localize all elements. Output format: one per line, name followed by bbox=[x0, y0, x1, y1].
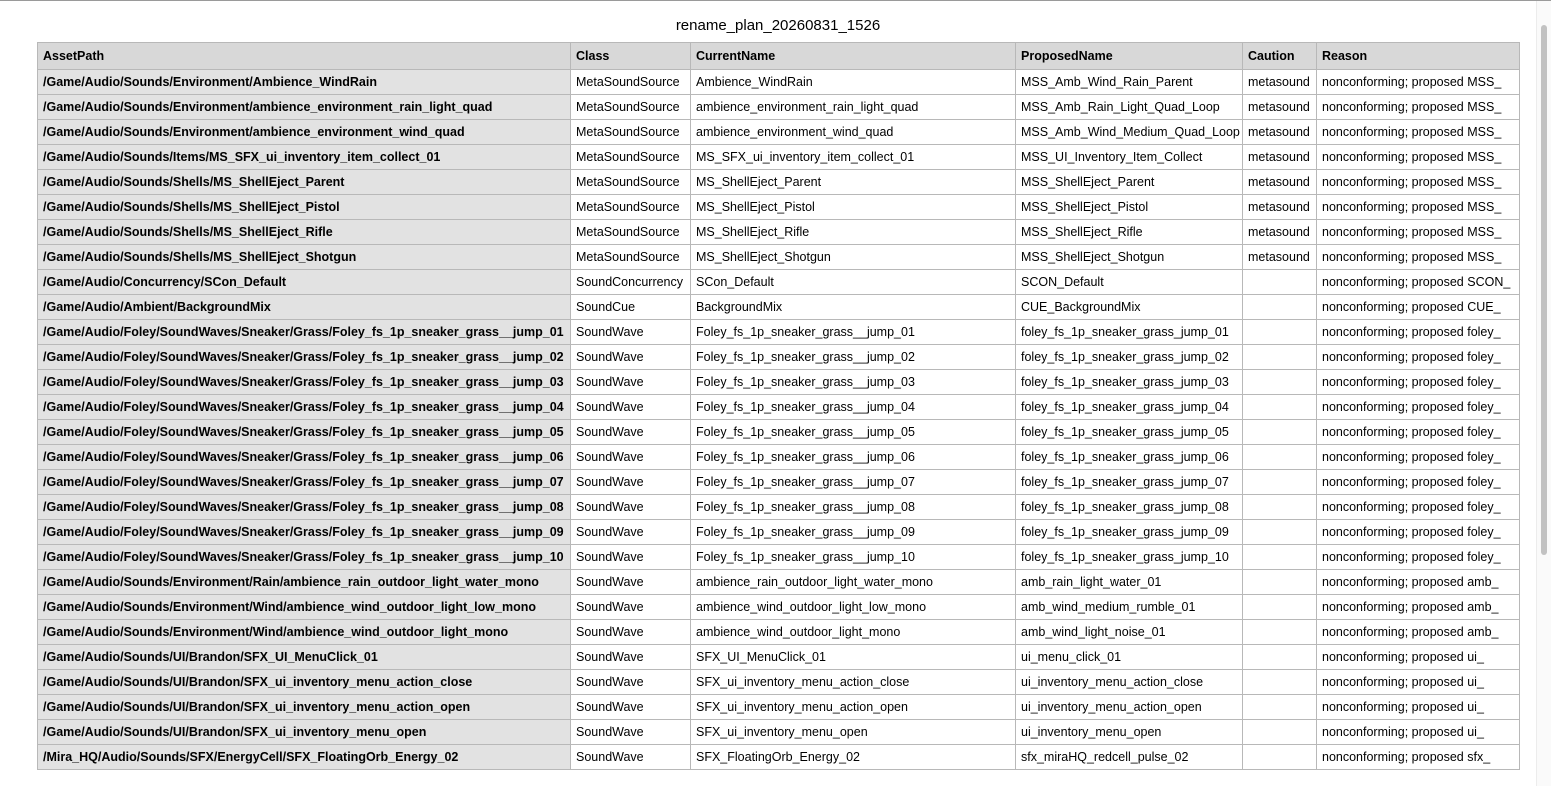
class-cell[interactable]: SoundWave bbox=[571, 545, 691, 570]
document-title: rename_plan_20260831_1526 bbox=[675, 17, 881, 34]
caution-cell[interactable] bbox=[1243, 670, 1317, 695]
reason-cell[interactable]: nonconforming; proposed MSS_ bbox=[1317, 120, 1520, 145]
reason-cell[interactable]: nonconforming; proposed ui_ bbox=[1317, 720, 1520, 745]
proposedname-cell[interactable]: amb_wind_medium_rumble_01 bbox=[1016, 595, 1243, 620]
proposedname-cell[interactable]: amb_wind_light_noise_01 bbox=[1016, 620, 1243, 645]
table-row[interactable] bbox=[38, 695, 1520, 720]
class-cell[interactable]: SoundWave bbox=[571, 345, 691, 370]
reason-cell[interactable]: nonconforming; proposed ui_ bbox=[1317, 670, 1520, 695]
reason-cell[interactable]: nonconforming; proposed ui_ bbox=[1317, 645, 1520, 670]
reason-cell[interactable]: nonconforming; proposed MSS_ bbox=[1317, 220, 1520, 245]
caution-cell[interactable] bbox=[1243, 470, 1317, 495]
caution-cell[interactable] bbox=[1243, 695, 1317, 720]
table-row[interactable] bbox=[38, 720, 1520, 745]
currentname-cell[interactable]: SCon_Default bbox=[691, 270, 1016, 295]
assetpath-cell[interactable]: /Game/Audio/Sounds/Shells/MS_ShellEject_Parent bbox=[38, 170, 571, 195]
class-cell[interactable]: SoundWave bbox=[571, 595, 691, 620]
class-cell[interactable]: MetaSoundSource bbox=[571, 120, 691, 145]
proposedname-cell[interactable]: foley_fs_1p_sneaker_grass_jump_03 bbox=[1016, 370, 1243, 395]
caution-cell[interactable] bbox=[1243, 395, 1317, 420]
caution-cell[interactable]: metasound bbox=[1243, 120, 1317, 145]
currentname-cell[interactable]: Foley_fs_1p_sneaker_grass__jump_10 bbox=[691, 545, 1016, 570]
class-cell[interactable]: MetaSoundSource bbox=[571, 95, 691, 120]
class-cell[interactable]: SoundCue bbox=[571, 295, 691, 320]
proposedname-cell[interactable]: MSS_ShellEject_Shotgun bbox=[1016, 245, 1243, 270]
class-cell[interactable]: MetaSoundSource bbox=[571, 170, 691, 195]
proposedname-cell[interactable]: foley_fs_1p_sneaker_grass_jump_09 bbox=[1016, 520, 1243, 545]
assetpath-cell[interactable]: /Game/Audio/Sounds/UI/Brandon/SFX_ui_inventory_menu_action_close bbox=[38, 670, 571, 695]
table-row[interactable] bbox=[38, 595, 1520, 620]
table-row[interactable] bbox=[38, 270, 1520, 295]
assetpath-cell[interactable]: /Game/Audio/Sounds/Environment/Wind/ambience_wind_outdoor_light_low_mono bbox=[38, 595, 571, 620]
proposedname-cell[interactable]: ui_menu_click_01 bbox=[1016, 645, 1243, 670]
currentname-cell[interactable]: Foley_fs_1p_sneaker_grass__jump_09 bbox=[691, 520, 1016, 545]
proposedname-cell[interactable]: foley_fs_1p_sneaker_grass_jump_02 bbox=[1016, 345, 1243, 370]
reason-cell[interactable]: nonconforming; proposed MSS_ bbox=[1317, 95, 1520, 120]
assetpath-cell[interactable]: /Game/Audio/Sounds/UI/Brandon/SFX_ui_inventory_menu_open bbox=[38, 720, 571, 745]
table-row[interactable] bbox=[38, 745, 1520, 770]
assetpath-cell[interactable]: /Mira_HQ/Audio/Sounds/SFX/EnergyCell/SFX_FloatingOrb_Energy_02 bbox=[38, 745, 571, 770]
class-cell[interactable]: SoundWave bbox=[571, 570, 691, 595]
column-header-reason[interactable]: Reason bbox=[1317, 43, 1520, 70]
reason-cell[interactable]: nonconforming; proposed foley_ bbox=[1317, 345, 1520, 370]
class-cell[interactable]: SoundWave bbox=[571, 320, 691, 345]
table-body bbox=[38, 70, 1520, 770]
currentname-cell[interactable]: Foley_fs_1p_sneaker_grass__jump_05 bbox=[691, 420, 1016, 445]
currentname-cell[interactable]: SFX_ui_inventory_menu_open bbox=[691, 720, 1016, 745]
assetpath-cell[interactable]: /Game/Audio/Sounds/Shells/MS_ShellEject_Shotgun bbox=[38, 245, 571, 270]
assetpath-cell[interactable]: /Game/Audio/Sounds/Shells/MS_ShellEject_Rifle bbox=[38, 220, 571, 245]
reason-cell[interactable]: nonconforming; proposed foley_ bbox=[1317, 470, 1520, 495]
caution-cell[interactable] bbox=[1243, 745, 1317, 770]
reason-cell[interactable]: nonconforming; proposed MSS_ bbox=[1317, 170, 1520, 195]
reason-cell[interactable]: nonconforming; proposed amb_ bbox=[1317, 570, 1520, 595]
caution-cell[interactable]: metasound bbox=[1243, 245, 1317, 270]
currentname-cell[interactable]: Foley_fs_1p_sneaker_grass__jump_07 bbox=[691, 470, 1016, 495]
column-header-currentname[interactable]: CurrentName bbox=[691, 43, 1016, 70]
proposedname-cell[interactable]: MSS_Amb_Rain_Light_Quad_Loop bbox=[1016, 95, 1243, 120]
caution-cell[interactable] bbox=[1243, 570, 1317, 595]
assetpath-cell[interactable]: /Game/Audio/Foley/SoundWaves/Sneaker/Grass/Foley_fs_1p_sneaker_grass__jump_07 bbox=[38, 470, 571, 495]
caution-cell[interactable] bbox=[1243, 345, 1317, 370]
assetpath-cell[interactable]: /Game/Audio/Foley/SoundWaves/Sneaker/Grass/Foley_fs_1p_sneaker_grass__jump_05 bbox=[38, 420, 571, 445]
assetpath-cell[interactable]: /Game/Audio/Sounds/Environment/Wind/ambience_wind_outdoor_light_mono bbox=[38, 620, 571, 645]
proposedname-cell[interactable]: MSS_ShellEject_Parent bbox=[1016, 170, 1243, 195]
caution-cell[interactable] bbox=[1243, 620, 1317, 645]
class-cell[interactable]: SoundWave bbox=[571, 620, 691, 645]
caution-cell[interactable] bbox=[1243, 370, 1317, 395]
reason-cell[interactable]: nonconforming; proposed foley_ bbox=[1317, 520, 1520, 545]
assetpath-cell[interactable]: /Game/Audio/Foley/SoundWaves/Sneaker/Grass/Foley_fs_1p_sneaker_grass__jump_06 bbox=[38, 445, 571, 470]
currentname-cell[interactable]: Foley_fs_1p_sneaker_grass__jump_04 bbox=[691, 395, 1016, 420]
currentname-cell[interactable]: ambience_environment_rain_light_quad bbox=[691, 95, 1016, 120]
table-row[interactable] bbox=[38, 445, 1520, 470]
class-cell[interactable]: SoundWave bbox=[571, 445, 691, 470]
reason-cell[interactable]: nonconforming; proposed MSS_ bbox=[1317, 145, 1520, 170]
assetpath-cell[interactable]: /Game/Audio/Sounds/Items/MS_SFX_ui_inventory_item_collect_01 bbox=[38, 145, 571, 170]
assetpath-cell[interactable]: /Game/Audio/Sounds/UI/Brandon/SFX_UI_MenuClick_01 bbox=[38, 645, 571, 670]
proposedname-cell[interactable]: amb_rain_light_water_01 bbox=[1016, 570, 1243, 595]
caution-cell[interactable] bbox=[1243, 520, 1317, 545]
table-row[interactable] bbox=[38, 495, 1520, 520]
reason-cell[interactable]: nonconforming; proposed foley_ bbox=[1317, 420, 1520, 445]
table-row[interactable] bbox=[38, 195, 1520, 220]
currentname-cell[interactable]: Foley_fs_1p_sneaker_grass__jump_06 bbox=[691, 445, 1016, 470]
column-header-assetpath[interactable]: AssetPath bbox=[38, 43, 571, 70]
currentname-cell[interactable]: Foley_fs_1p_sneaker_grass__jump_02 bbox=[691, 345, 1016, 370]
proposedname-cell[interactable]: foley_fs_1p_sneaker_grass_jump_04 bbox=[1016, 395, 1243, 420]
class-cell[interactable]: SoundWave bbox=[571, 395, 691, 420]
proposedname-cell[interactable]: SCON_Default bbox=[1016, 270, 1243, 295]
column-header-proposedname[interactable]: ProposedName bbox=[1016, 43, 1243, 70]
caution-cell[interactable]: metasound bbox=[1243, 70, 1317, 95]
reason-cell[interactable]: nonconforming; proposed amb_ bbox=[1317, 595, 1520, 620]
currentname-cell[interactable]: SFX_ui_inventory_menu_action_open bbox=[691, 695, 1016, 720]
currentname-cell[interactable]: ambience_wind_outdoor_light_low_mono bbox=[691, 595, 1016, 620]
caution-cell[interactable] bbox=[1243, 495, 1317, 520]
class-cell[interactable]: SoundWave bbox=[571, 720, 691, 745]
currentname-cell[interactable]: SFX_UI_MenuClick_01 bbox=[691, 645, 1016, 670]
class-cell[interactable]: MetaSoundSource bbox=[571, 70, 691, 95]
table-row[interactable] bbox=[38, 420, 1520, 445]
table-row[interactable] bbox=[38, 245, 1520, 270]
currentname-cell[interactable]: MS_SFX_ui_inventory_item_collect_01 bbox=[691, 145, 1016, 170]
class-cell[interactable]: SoundWave bbox=[571, 520, 691, 545]
class-cell[interactable]: SoundConcurrency bbox=[571, 270, 691, 295]
table-row[interactable] bbox=[38, 320, 1520, 345]
assetpath-cell[interactable]: /Game/Audio/Foley/SoundWaves/Sneaker/Grass/Foley_fs_1p_sneaker_grass__jump_04 bbox=[38, 395, 571, 420]
reason-cell[interactable]: nonconforming; proposed ui_ bbox=[1317, 695, 1520, 720]
class-cell[interactable]: SoundWave bbox=[571, 645, 691, 670]
proposedname-cell[interactable]: sfx_miraHQ_redcell_pulse_02 bbox=[1016, 745, 1243, 770]
caution-cell[interactable] bbox=[1243, 295, 1317, 320]
currentname-cell[interactable]: Foley_fs_1p_sneaker_grass__jump_01 bbox=[691, 320, 1016, 345]
assetpath-cell[interactable]: /Game/Audio/Foley/SoundWaves/Sneaker/Grass/Foley_fs_1p_sneaker_grass__jump_02 bbox=[38, 345, 571, 370]
table-row[interactable] bbox=[38, 70, 1520, 95]
assetpath-cell[interactable]: /Game/Audio/Foley/SoundWaves/Sneaker/Grass/Foley_fs_1p_sneaker_grass__jump_03 bbox=[38, 370, 571, 395]
caution-cell[interactable]: metasound bbox=[1243, 195, 1317, 220]
assetpath-cell[interactable]: /Game/Audio/Foley/SoundWaves/Sneaker/Grass/Foley_fs_1p_sneaker_grass__jump_08 bbox=[38, 495, 571, 520]
currentname-cell[interactable]: MS_ShellEject_Rifle bbox=[691, 220, 1016, 245]
table-row[interactable] bbox=[38, 395, 1520, 420]
reason-cell[interactable]: nonconforming; proposed foley_ bbox=[1317, 370, 1520, 395]
table-row[interactable] bbox=[38, 570, 1520, 595]
class-cell[interactable]: MetaSoundSource bbox=[571, 245, 691, 270]
assetpath-cell[interactable]: /Game/Audio/Concurrency/SCon_Default bbox=[38, 270, 571, 295]
caution-cell[interactable] bbox=[1243, 645, 1317, 670]
caution-cell[interactable] bbox=[1243, 720, 1317, 745]
table-row[interactable] bbox=[38, 170, 1520, 195]
proposedname-cell[interactable]: ui_inventory_menu_action_close bbox=[1016, 670, 1243, 695]
caution-cell[interactable] bbox=[1243, 545, 1317, 570]
assetpath-cell[interactable]: /Game/Audio/Ambient/BackgroundMix bbox=[38, 295, 571, 320]
proposedname-cell[interactable]: MSS_Amb_Wind_Medium_Quad_Loop bbox=[1016, 120, 1243, 145]
caution-cell[interactable]: metasound bbox=[1243, 170, 1317, 195]
reason-cell[interactable]: nonconforming; proposed MSS_ bbox=[1317, 195, 1520, 220]
reason-cell[interactable]: nonconforming; proposed SCON_ bbox=[1317, 270, 1520, 295]
reason-cell[interactable]: nonconforming; proposed amb_ bbox=[1317, 620, 1520, 645]
assetpath-cell[interactable]: /Game/Audio/Sounds/Environment/ambience_environment_rain_light_quad bbox=[38, 95, 571, 120]
caution-cell[interactable]: metasound bbox=[1243, 145, 1317, 170]
table-row[interactable] bbox=[38, 95, 1520, 120]
reason-cell[interactable]: nonconforming; proposed foley_ bbox=[1317, 395, 1520, 420]
proposedname-cell[interactable]: CUE_BackgroundMix bbox=[1016, 295, 1243, 320]
class-cell[interactable]: MetaSoundSource bbox=[571, 145, 691, 170]
proposedname-cell[interactable]: MSS_Amb_Wind_Rain_Parent bbox=[1016, 70, 1243, 95]
reason-cell[interactable]: nonconforming; proposed CUE_ bbox=[1317, 295, 1520, 320]
caution-cell[interactable] bbox=[1243, 420, 1317, 445]
class-cell[interactable]: SoundWave bbox=[571, 420, 691, 445]
caution-cell[interactable] bbox=[1243, 320, 1317, 345]
currentname-cell[interactable]: SFX_FloatingOrb_Energy_02 bbox=[691, 745, 1016, 770]
caution-cell[interactable] bbox=[1243, 595, 1317, 620]
assetpath-cell[interactable]: /Game/Audio/Foley/SoundWaves/Sneaker/Grass/Foley_fs_1p_sneaker_grass__jump_09 bbox=[38, 520, 571, 545]
currentname-cell[interactable]: ambience_rain_outdoor_light_water_mono bbox=[691, 570, 1016, 595]
header-row bbox=[38, 43, 1520, 70]
proposedname-cell[interactable]: foley_fs_1p_sneaker_grass_jump_01 bbox=[1016, 320, 1243, 345]
table-row[interactable] bbox=[38, 545, 1520, 570]
reason-cell[interactable]: nonconforming; proposed MSS_ bbox=[1317, 245, 1520, 270]
currentname-cell[interactable]: ambience_wind_outdoor_light_mono bbox=[691, 620, 1016, 645]
proposedname-cell[interactable]: MSS_UI_Inventory_Item_Collect bbox=[1016, 145, 1243, 170]
caution-cell[interactable]: metasound bbox=[1243, 220, 1317, 245]
proposedname-cell[interactable]: foley_fs_1p_sneaker_grass_jump_08 bbox=[1016, 495, 1243, 520]
table-row[interactable] bbox=[38, 295, 1520, 320]
reason-cell[interactable]: nonconforming; proposed foley_ bbox=[1317, 545, 1520, 570]
currentname-cell[interactable]: Foley_fs_1p_sneaker_grass__jump_03 bbox=[691, 370, 1016, 395]
assetpath-cell[interactable]: /Game/Audio/Foley/SoundWaves/Sneaker/Grass/Foley_fs_1p_sneaker_grass__jump_01 bbox=[38, 320, 571, 345]
currentname-cell[interactable]: Ambience_WindRain bbox=[691, 70, 1016, 95]
assetpath-cell[interactable]: /Game/Audio/Sounds/UI/Brandon/SFX_ui_inventory_menu_action_open bbox=[38, 695, 571, 720]
assetpath-cell[interactable]: /Game/Audio/Sounds/Environment/ambience_environment_wind_quad bbox=[38, 120, 571, 145]
reason-cell[interactable]: nonconforming; proposed sfx_ bbox=[1317, 745, 1520, 770]
table-row[interactable] bbox=[38, 620, 1520, 645]
class-cell[interactable]: MetaSoundSource bbox=[571, 195, 691, 220]
table-row[interactable] bbox=[38, 645, 1520, 670]
assetpath-cell[interactable]: /Game/Audio/Sounds/Environment/Ambience_WindRain bbox=[38, 70, 571, 95]
vertical-scrollbar[interactable] bbox=[1536, 1, 1551, 786]
table-header bbox=[38, 43, 1520, 70]
table-row[interactable] bbox=[38, 120, 1520, 145]
reason-cell[interactable]: nonconforming; proposed foley_ bbox=[1317, 320, 1520, 345]
rename-plan-table bbox=[37, 42, 1520, 770]
proposedname-cell[interactable]: foley_fs_1p_sneaker_grass_jump_07 bbox=[1016, 470, 1243, 495]
proposedname-cell[interactable]: foley_fs_1p_sneaker_grass_jump_10 bbox=[1016, 545, 1243, 570]
class-cell[interactable]: SoundWave bbox=[571, 470, 691, 495]
currentname-cell[interactable]: ambience_environment_wind_quad bbox=[691, 120, 1016, 145]
currentname-cell[interactable]: MS_ShellEject_Pistol bbox=[691, 195, 1016, 220]
class-cell[interactable]: MetaSoundSource bbox=[571, 220, 691, 245]
caution-cell[interactable]: metasound bbox=[1243, 95, 1317, 120]
caution-cell[interactable] bbox=[1243, 445, 1317, 470]
assetpath-cell[interactable]: /Game/Audio/Foley/SoundWaves/Sneaker/Grass/Foley_fs_1p_sneaker_grass__jump_10 bbox=[38, 545, 571, 570]
reason-cell[interactable]: nonconforming; proposed MSS_ bbox=[1317, 70, 1520, 95]
proposedname-cell[interactable]: ui_inventory_menu_open bbox=[1016, 720, 1243, 745]
class-cell[interactable]: SoundWave bbox=[571, 370, 691, 395]
table-row[interactable] bbox=[38, 670, 1520, 695]
assetpath-cell[interactable]: /Game/Audio/Sounds/Shells/MS_ShellEject_Pistol bbox=[38, 195, 571, 220]
column-header-caution[interactable]: Caution bbox=[1243, 43, 1317, 70]
table-row[interactable] bbox=[38, 145, 1520, 170]
proposedname-cell[interactable]: MSS_ShellEject_Pistol bbox=[1016, 195, 1243, 220]
currentname-cell[interactable]: BackgroundMix bbox=[691, 295, 1016, 320]
reason-cell[interactable]: nonconforming; proposed foley_ bbox=[1317, 495, 1520, 520]
class-cell[interactable]: SoundWave bbox=[571, 495, 691, 520]
class-cell[interactable]: SoundWave bbox=[571, 745, 691, 770]
column-header-class[interactable]: Class bbox=[571, 43, 691, 70]
scrollbar-thumb[interactable] bbox=[1541, 25, 1547, 555]
reason-cell[interactable]: nonconforming; proposed foley_ bbox=[1317, 445, 1520, 470]
table-row[interactable] bbox=[38, 470, 1520, 495]
table-row[interactable] bbox=[38, 520, 1520, 545]
currentname-cell[interactable]: MS_ShellEject_Shotgun bbox=[691, 245, 1016, 270]
table-row[interactable] bbox=[38, 345, 1520, 370]
table-row[interactable] bbox=[38, 370, 1520, 395]
proposedname-cell[interactable]: MSS_ShellEject_Rifle bbox=[1016, 220, 1243, 245]
class-cell[interactable]: SoundWave bbox=[571, 695, 691, 720]
caution-cell[interactable] bbox=[1243, 270, 1317, 295]
table-row[interactable] bbox=[38, 220, 1520, 245]
currentname-cell[interactable]: SFX_ui_inventory_menu_action_close bbox=[691, 670, 1016, 695]
currentname-cell[interactable]: MS_ShellEject_Parent bbox=[691, 170, 1016, 195]
proposedname-cell[interactable]: foley_fs_1p_sneaker_grass_jump_06 bbox=[1016, 445, 1243, 470]
class-cell[interactable]: SoundWave bbox=[571, 670, 691, 695]
proposedname-cell[interactable]: ui_inventory_menu_action_open bbox=[1016, 695, 1243, 720]
proposedname-cell[interactable]: foley_fs_1p_sneaker_grass_jump_05 bbox=[1016, 420, 1243, 445]
currentname-cell[interactable]: Foley_fs_1p_sneaker_grass__jump_08 bbox=[691, 495, 1016, 520]
assetpath-cell[interactable]: /Game/Audio/Sounds/Environment/Rain/ambience_rain_outdoor_light_water_mono bbox=[38, 570, 571, 595]
